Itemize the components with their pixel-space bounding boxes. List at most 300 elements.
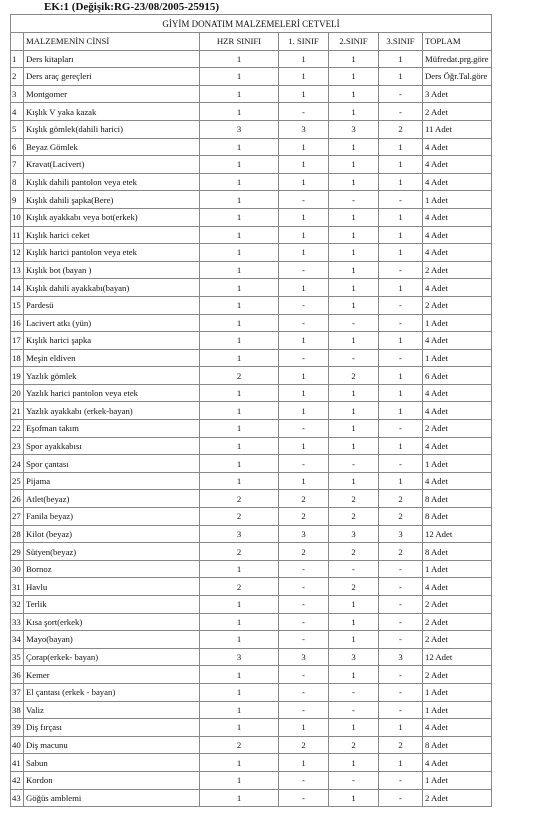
class-3-count: -	[379, 349, 423, 367]
hzr-count: 2	[200, 367, 279, 385]
row-number: 8	[11, 173, 24, 191]
class-2-count: 1	[329, 261, 379, 279]
table-row	[11, 50, 492, 68]
row-number: 5	[11, 120, 24, 138]
total-count: 12 Adet	[423, 525, 492, 543]
class-1-count: -	[279, 701, 329, 719]
table-row	[11, 543, 492, 561]
item-name: Kilot (beyaz)	[24, 525, 200, 543]
row-number: 10	[11, 208, 24, 226]
row-number: 32	[11, 596, 24, 614]
table-row	[11, 508, 492, 526]
class-1-count: -	[279, 314, 329, 332]
row-number: 19	[11, 367, 24, 385]
class-2-count: 2	[329, 736, 379, 754]
hzr-count: 1	[200, 296, 279, 314]
hzr-count: 1	[200, 85, 279, 103]
row-number: 31	[11, 578, 24, 596]
table-row	[11, 648, 492, 666]
table-row	[11, 156, 492, 174]
total-count: 2 Adet	[423, 631, 492, 649]
class-2-count: 1	[329, 244, 379, 262]
class-3-count: -	[379, 613, 423, 631]
hzr-count: 1	[200, 701, 279, 719]
table-row	[11, 349, 492, 367]
row-number: 40	[11, 736, 24, 754]
table-row	[11, 736, 492, 754]
item-name: Valiz	[24, 701, 200, 719]
total-count: 4 Adet	[423, 754, 492, 772]
class-3-count: 2	[379, 120, 423, 138]
class-1-count: -	[279, 296, 329, 314]
hzr-count: 1	[200, 349, 279, 367]
table-row	[11, 138, 492, 156]
item-name: Bornoz	[24, 560, 200, 578]
total-count: Müfredat.prg.göre	[423, 50, 492, 68]
class-2-count: -	[329, 683, 379, 701]
item-name: Yazlık harici pantolon veya etek	[24, 384, 200, 402]
total-count: 1 Adet	[423, 314, 492, 332]
class-3-count: -	[379, 103, 423, 121]
class-1-count: 1	[279, 402, 329, 420]
item-name: Mayo(bayan)	[24, 631, 200, 649]
table-row	[11, 332, 492, 350]
class-2-count: 1	[329, 789, 379, 807]
class-1-count: 3	[279, 525, 329, 543]
table-row	[11, 420, 492, 438]
class-1-count: 2	[279, 508, 329, 526]
item-name: Pardesü	[24, 296, 200, 314]
class-3-count: 1	[379, 754, 423, 772]
class-1-count: -	[279, 596, 329, 614]
item-name: Çorap(erkek- bayan)	[24, 648, 200, 666]
row-number: 16	[11, 314, 24, 332]
class-1-count: -	[279, 455, 329, 473]
class-3-count: 2	[379, 736, 423, 754]
class-1-count: 1	[279, 332, 329, 350]
total-count: 8 Adet	[423, 490, 492, 508]
table-row	[11, 103, 492, 121]
class-2-count: 1	[329, 437, 379, 455]
item-name: Ders araç gereçleri	[24, 68, 200, 86]
row-number: 30	[11, 560, 24, 578]
equipment-table	[10, 14, 492, 807]
class-3-count: -	[379, 771, 423, 789]
class-2-count: -	[329, 349, 379, 367]
hzr-count: 1	[200, 173, 279, 191]
table-row	[11, 402, 492, 420]
class-1-count: 1	[279, 437, 329, 455]
total-count: 12 Adet	[423, 648, 492, 666]
hzr-count: 3	[200, 525, 279, 543]
total-count: 4 Adet	[423, 719, 492, 737]
table-row	[11, 173, 492, 191]
total-count: 2 Adet	[423, 789, 492, 807]
row-number: 2	[11, 68, 24, 86]
table-row	[11, 666, 492, 684]
class-1-count: -	[279, 613, 329, 631]
class-2-count: 2	[329, 508, 379, 526]
class-1-count: 1	[279, 384, 329, 402]
class-1-count: 2	[279, 543, 329, 561]
table-row	[11, 490, 492, 508]
class-1-count: -	[279, 261, 329, 279]
hzr-count: 1	[200, 666, 279, 684]
table-row	[11, 208, 492, 226]
row-number: 41	[11, 754, 24, 772]
item-name: Kemer	[24, 666, 200, 684]
class-2-count: 2	[329, 578, 379, 596]
hzr-count: 1	[200, 314, 279, 332]
class-1-count: 1	[279, 279, 329, 297]
row-number: 24	[11, 455, 24, 473]
table-row	[11, 771, 492, 789]
total-count: 4 Adet	[423, 208, 492, 226]
class-2-count: 1	[329, 754, 379, 772]
total-count: 3 Adet	[423, 85, 492, 103]
class-1-count: 1	[279, 244, 329, 262]
class-1-count: 1	[279, 208, 329, 226]
class-2-count: 3	[329, 525, 379, 543]
class-3-count: 1	[379, 138, 423, 156]
item-name: Kışlık harici pantolon veya etek	[24, 244, 200, 262]
header-total: TOPLAM	[423, 33, 492, 51]
class-2-count: 1	[329, 156, 379, 174]
row-number: 3	[11, 85, 24, 103]
class-3-count: 1	[379, 719, 423, 737]
item-name: Diş fırçası	[24, 719, 200, 737]
class-3-count: 1	[379, 332, 423, 350]
item-name: Kısa şort(erkek)	[24, 613, 200, 631]
class-3-count: -	[379, 314, 423, 332]
hzr-count: 1	[200, 279, 279, 297]
item-name: Sütyen(beyaz)	[24, 543, 200, 561]
class-2-count: 1	[329, 613, 379, 631]
table-row	[11, 226, 492, 244]
class-3-count: -	[379, 560, 423, 578]
hzr-count: 1	[200, 719, 279, 737]
class-3-count: -	[379, 191, 423, 209]
class-3-count: -	[379, 683, 423, 701]
row-number: 4	[11, 103, 24, 121]
total-count: 1 Adet	[423, 771, 492, 789]
class-3-count: -	[379, 296, 423, 314]
hzr-count: 1	[200, 332, 279, 350]
total-count: 4 Adet	[423, 384, 492, 402]
class-2-count: 1	[329, 85, 379, 103]
class-3-count: 1	[379, 226, 423, 244]
total-count: 4 Adet	[423, 138, 492, 156]
table-row	[11, 244, 492, 262]
total-count: 2 Adet	[423, 261, 492, 279]
class-3-count: -	[379, 701, 423, 719]
item-name: Kışlık bot (bayan )	[24, 261, 200, 279]
header-item-type: MALZEMENİN CİNSİ	[24, 33, 200, 51]
class-3-count: 1	[379, 384, 423, 402]
table-row	[11, 191, 492, 209]
table-row	[11, 754, 492, 772]
total-count: 8 Adet	[423, 543, 492, 561]
class-2-count: -	[329, 771, 379, 789]
total-count: 4 Adet	[423, 226, 492, 244]
class-3-count: 1	[379, 279, 423, 297]
table-row	[11, 85, 492, 103]
hzr-count: 1	[200, 420, 279, 438]
class-3-count: -	[379, 596, 423, 614]
row-number: 25	[11, 472, 24, 490]
hzr-count: 2	[200, 508, 279, 526]
item-name: Kışlık V yaka kazak	[24, 103, 200, 121]
class-1-count: 3	[279, 648, 329, 666]
hzr-count: 1	[200, 208, 279, 226]
class-3-count: -	[379, 261, 423, 279]
total-count: 4 Adet	[423, 173, 492, 191]
class-3-count: -	[379, 85, 423, 103]
hzr-count: 1	[200, 68, 279, 86]
total-count: 11 Adet	[423, 120, 492, 138]
item-name: Beyaz Gömlek	[24, 138, 200, 156]
item-name: Sabun	[24, 754, 200, 772]
hzr-count: 1	[200, 789, 279, 807]
hzr-count: 1	[200, 596, 279, 614]
total-count: 2 Adet	[423, 596, 492, 614]
item-name: Yazlık gömlek	[24, 367, 200, 385]
total-count: 1 Adet	[423, 560, 492, 578]
item-name: Eşofman takım	[24, 420, 200, 438]
class-2-count: 1	[329, 103, 379, 121]
class-1-count: -	[279, 103, 329, 121]
total-count: 1 Adet	[423, 191, 492, 209]
class-2-count: -	[329, 560, 379, 578]
class-1-count: 1	[279, 367, 329, 385]
row-number: 1	[11, 50, 24, 68]
total-count: 4 Adet	[423, 472, 492, 490]
class-3-count: 1	[379, 208, 423, 226]
row-number: 38	[11, 701, 24, 719]
class-1-count: 1	[279, 50, 329, 68]
item-name: Havlu	[24, 578, 200, 596]
hzr-count: 2	[200, 490, 279, 508]
class-3-count: 1	[379, 437, 423, 455]
total-count: 4 Adet	[423, 332, 492, 350]
hzr-count: 3	[200, 120, 279, 138]
row-number: 12	[11, 244, 24, 262]
total-count: 1 Adet	[423, 701, 492, 719]
row-number: 26	[11, 490, 24, 508]
class-3-count: 3	[379, 525, 423, 543]
class-1-count: -	[279, 666, 329, 684]
header-class-3: 3.SINIF	[379, 33, 423, 51]
class-1-count: 1	[279, 719, 329, 737]
table-row	[11, 683, 492, 701]
row-number: 27	[11, 508, 24, 526]
table-row	[11, 631, 492, 649]
class-1-count: 1	[279, 68, 329, 86]
row-number: 33	[11, 613, 24, 631]
hzr-count: 1	[200, 631, 279, 649]
class-1-count: -	[279, 420, 329, 438]
class-1-count: -	[279, 631, 329, 649]
item-name: Montgomer	[24, 85, 200, 103]
hzr-count: 2	[200, 578, 279, 596]
item-name: Kışlık harici şapka	[24, 332, 200, 350]
item-name: Spor çantası	[24, 455, 200, 473]
total-count: 1 Adet	[423, 349, 492, 367]
row-number: 28	[11, 525, 24, 543]
table-row	[11, 789, 492, 807]
header-class-2: 2.SINIF	[329, 33, 379, 51]
total-count: 1 Adet	[423, 455, 492, 473]
row-number: 39	[11, 719, 24, 737]
item-name: Atlet(beyaz)	[24, 490, 200, 508]
hzr-count: 1	[200, 613, 279, 631]
row-number: 23	[11, 437, 24, 455]
hzr-count: 1	[200, 455, 279, 473]
class-2-count: 1	[329, 208, 379, 226]
class-2-count: -	[329, 314, 379, 332]
class-2-count: 1	[329, 279, 379, 297]
total-count: 2 Adet	[423, 296, 492, 314]
class-2-count: 1	[329, 50, 379, 68]
class-1-count: 1	[279, 173, 329, 191]
class-2-count: 1	[329, 666, 379, 684]
total-count: 4 Adet	[423, 279, 492, 297]
row-number: 34	[11, 631, 24, 649]
class-2-count: -	[329, 191, 379, 209]
table-row	[11, 261, 492, 279]
class-3-count: 1	[379, 68, 423, 86]
class-2-count: 1	[329, 332, 379, 350]
hzr-count: 1	[200, 754, 279, 772]
class-2-count: -	[329, 701, 379, 719]
hzr-count: 2	[200, 543, 279, 561]
table-row	[11, 384, 492, 402]
total-count: 4 Adet	[423, 244, 492, 262]
hzr-count: 2	[200, 736, 279, 754]
class-3-count: 1	[379, 244, 423, 262]
row-number: 37	[11, 683, 24, 701]
class-1-count: -	[279, 578, 329, 596]
class-2-count: 1	[329, 296, 379, 314]
class-1-count: 3	[279, 120, 329, 138]
table-row	[11, 613, 492, 631]
class-2-count: 1	[329, 402, 379, 420]
row-number: 20	[11, 384, 24, 402]
row-number: 15	[11, 296, 24, 314]
total-count: 2 Adet	[423, 666, 492, 684]
class-1-count: 1	[279, 472, 329, 490]
hzr-count: 1	[200, 771, 279, 789]
class-1-count: 1	[279, 85, 329, 103]
hzr-count: 1	[200, 50, 279, 68]
total-count: 4 Adet	[423, 402, 492, 420]
table-row	[11, 701, 492, 719]
item-name: Kordon	[24, 771, 200, 789]
class-1-count: 1	[279, 754, 329, 772]
item-name: Ders kitapları	[24, 50, 200, 68]
class-3-count: -	[379, 666, 423, 684]
class-3-count: -	[379, 455, 423, 473]
class-1-count: 2	[279, 736, 329, 754]
row-number: 22	[11, 420, 24, 438]
hzr-count: 1	[200, 402, 279, 420]
table-row	[11, 437, 492, 455]
class-3-count: -	[379, 420, 423, 438]
table-row	[11, 279, 492, 297]
class-1-count: -	[279, 683, 329, 701]
class-3-count: 1	[379, 173, 423, 191]
class-3-count: 1	[379, 472, 423, 490]
item-name: Terlik	[24, 596, 200, 614]
row-number: 29	[11, 543, 24, 561]
hzr-count: 1	[200, 244, 279, 262]
class-2-count: 1	[329, 68, 379, 86]
class-2-count: 1	[329, 596, 379, 614]
table-row	[11, 472, 492, 490]
class-2-count: 2	[329, 490, 379, 508]
class-3-count: 1	[379, 50, 423, 68]
class-2-count: 1	[329, 173, 379, 191]
class-1-count: -	[279, 349, 329, 367]
total-count: 2 Adet	[423, 103, 492, 121]
class-1-count: -	[279, 771, 329, 789]
class-1-count: 2	[279, 490, 329, 508]
item-name: Lacivert atkı (yün)	[24, 314, 200, 332]
class-3-count: 1	[379, 156, 423, 174]
total-count: Ders Öğr.Tal.göre	[423, 68, 492, 86]
table-body	[11, 50, 492, 807]
class-3-count: 1	[379, 367, 423, 385]
class-1-count: 1	[279, 156, 329, 174]
class-3-count: 2	[379, 508, 423, 526]
class-1-count: -	[279, 560, 329, 578]
class-2-count: 1	[329, 384, 379, 402]
hzr-count: 3	[200, 648, 279, 666]
class-3-count: 3	[379, 648, 423, 666]
table-row	[11, 525, 492, 543]
item-name: Kışlık dahili ayakkabı(bayan)	[24, 279, 200, 297]
row-number: 21	[11, 402, 24, 420]
class-2-count: 1	[329, 631, 379, 649]
item-name: Kışlık gömlek(dahili harici)	[24, 120, 200, 138]
total-count: 4 Adet	[423, 156, 492, 174]
row-number: 6	[11, 138, 24, 156]
class-1-count: -	[279, 789, 329, 807]
total-count: 2 Adet	[423, 613, 492, 631]
item-name: Göğüs amblemi	[24, 789, 200, 807]
item-name: Kışlık dahili şapka(Bere)	[24, 191, 200, 209]
class-3-count: 2	[379, 543, 423, 561]
item-name: Kravat(Lacivert)	[24, 156, 200, 174]
item-name: Pijama	[24, 472, 200, 490]
table-row	[11, 596, 492, 614]
total-count: 4 Adet	[423, 437, 492, 455]
item-name: Spor ayakkabısı	[24, 437, 200, 455]
row-number: 7	[11, 156, 24, 174]
class-1-count: 1	[279, 138, 329, 156]
row-number: 11	[11, 226, 24, 244]
row-number: 42	[11, 771, 24, 789]
hzr-count: 1	[200, 437, 279, 455]
hzr-count: 1	[200, 191, 279, 209]
class-3-count: 2	[379, 490, 423, 508]
row-number: 36	[11, 666, 24, 684]
total-count: 2 Adet	[423, 420, 492, 438]
document-heading: EK:1 (Değişik:RG-23/08/2005-25915)	[44, 1, 220, 13]
class-2-count: -	[329, 455, 379, 473]
hzr-count: 1	[200, 683, 279, 701]
total-count: 4 Adet	[423, 578, 492, 596]
